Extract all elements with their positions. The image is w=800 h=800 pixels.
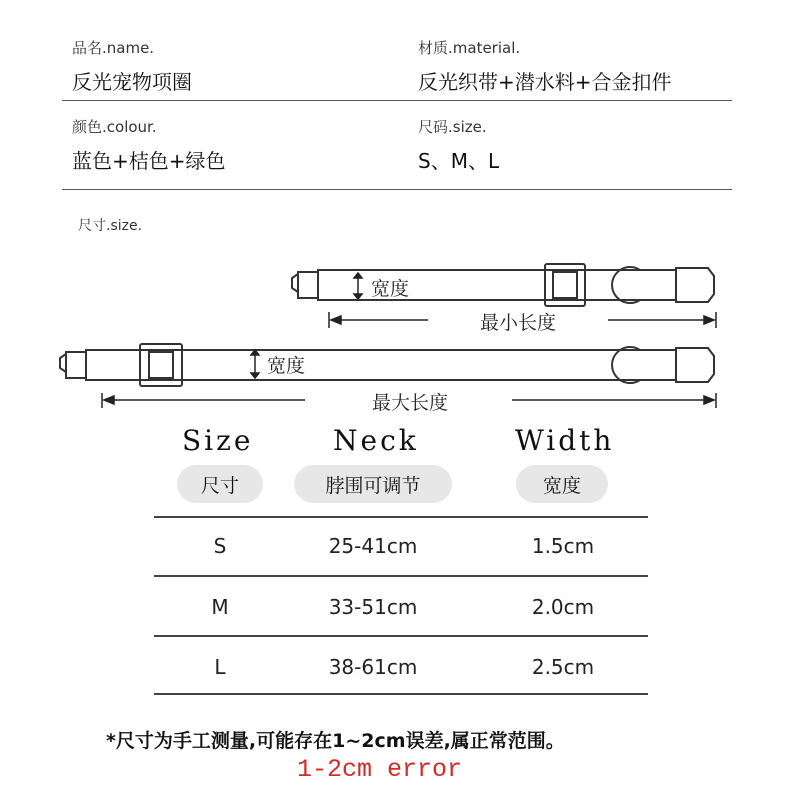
collar-max-illustration bbox=[60, 344, 714, 386]
table-rule bbox=[154, 575, 648, 577]
table-rule-top bbox=[154, 516, 648, 518]
measurement-note: *尺寸为手工测量,可能存在1~2cm误差,属正常范围。 bbox=[106, 730, 565, 752]
row-size: S bbox=[213, 534, 227, 558]
row-size: M bbox=[211, 595, 229, 619]
row-neck: 38-61cm bbox=[328, 655, 418, 679]
header-neck-en: Neck bbox=[333, 424, 419, 457]
header-size-cn: 尺寸 bbox=[177, 465, 263, 503]
header-width-en: Width bbox=[515, 424, 615, 457]
width-label-max: 宽度 bbox=[267, 355, 306, 377]
size-value: S、M、L bbox=[418, 149, 500, 173]
colour-value: 蓝色+桔色+绿色 bbox=[72, 149, 226, 173]
min-length-label: 最小长度 bbox=[480, 312, 557, 334]
material-label: 材质.material. bbox=[418, 39, 521, 57]
error-note: 1-2cm error bbox=[297, 755, 463, 784]
material-value: 反光织带+潜水料+合金扣件 bbox=[418, 70, 672, 94]
row-width: 1.5cm bbox=[531, 534, 595, 558]
table-rule bbox=[154, 635, 648, 637]
name-label: 品名.name. bbox=[72, 39, 155, 57]
row-neck: 25-41cm bbox=[328, 534, 418, 558]
row-neck: 33-51cm bbox=[328, 595, 418, 619]
header-size-en: Size bbox=[182, 424, 254, 457]
size-label: 尺码.size. bbox=[418, 118, 487, 136]
table-rule-bottom bbox=[154, 693, 648, 695]
info-divider-1 bbox=[62, 100, 732, 101]
info-divider-2 bbox=[62, 189, 732, 190]
header-neck-cn: 脖围可调节 bbox=[294, 465, 452, 503]
name-value: 反光宠物项圈 bbox=[72, 70, 192, 94]
collar-min-illustration bbox=[292, 264, 714, 306]
max-length-label: 最大长度 bbox=[372, 392, 449, 414]
width-label-min: 宽度 bbox=[371, 278, 410, 300]
row-width: 2.5cm bbox=[531, 655, 595, 679]
row-size: L bbox=[214, 655, 226, 679]
row-width: 2.0cm bbox=[531, 595, 595, 619]
header-width-cn: 宽度 bbox=[516, 465, 608, 503]
diagram-section-label: 尺寸.size. bbox=[78, 218, 143, 234]
colour-label: 颜色.colour. bbox=[72, 118, 157, 136]
